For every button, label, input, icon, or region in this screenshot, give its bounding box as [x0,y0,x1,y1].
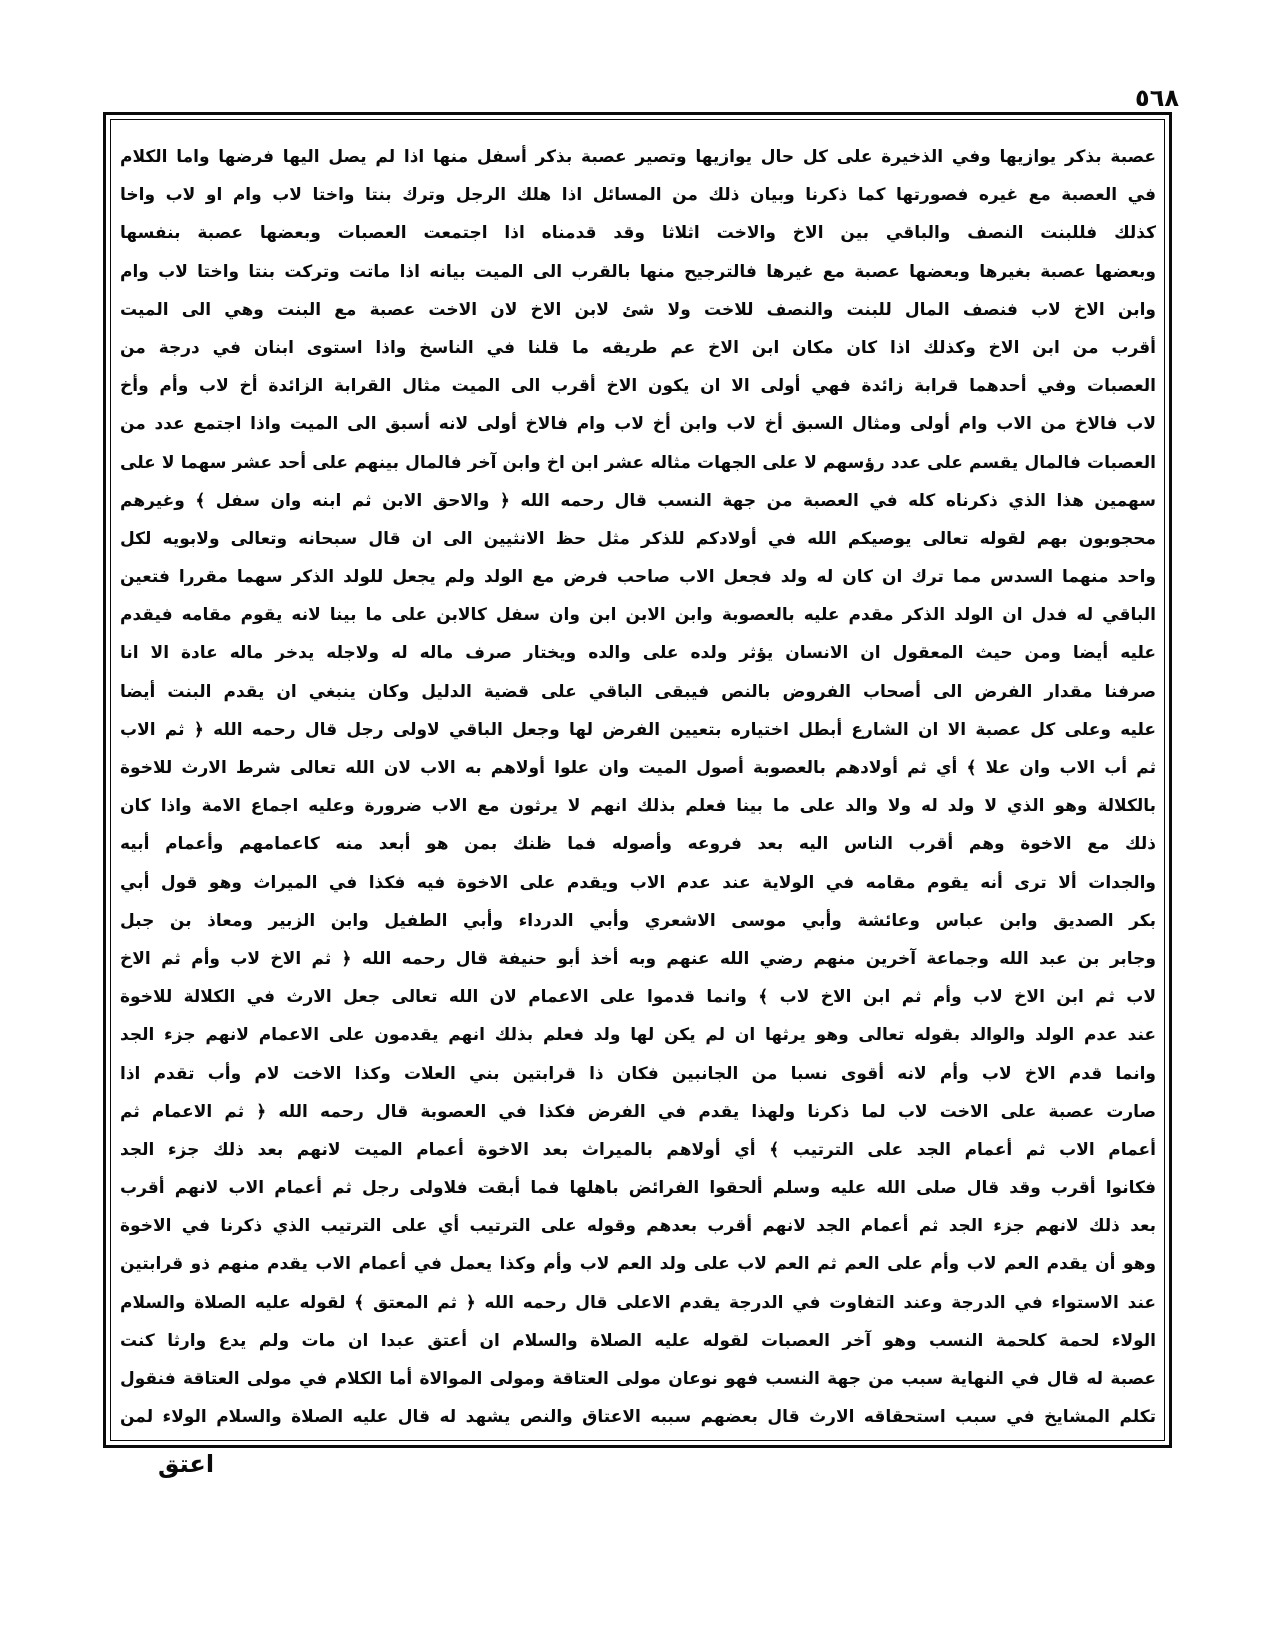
text-line: وجابر بن عبد الله وجماعة آخرين منهم رضي الله عنهم وبه أخذ أبو حنيفة قال رحمه الله ﴿ ثم الاخ لاب وأم ثم الاخ [120,948,1156,969]
text-line: عند الاستواء في الدرجة وعند التفاوت في الدرجة يقدم الاعلى قال رحمه الله ﴿ ثم المعتق ﴾ لقوله عليه الصلاة والسلام [120,1292,1156,1313]
text-line: والجدات ألا ترى أنه يقوم مقامه في الولاية عند عدم الاب ويقدم على الاخوة فيه فكذا في الميراث وهو قول أبي [120,872,1156,893]
text-line: وبعضها عصبة بغيرها وبعضها عصبة مع غيرها فالترجيح منها بالقرب الى الميت بيانه اذا ماتت وتركت بنتا واختا لاب وام [120,261,1156,282]
text-line: لاب ثم ابن الاخ لاب وأم ثم ابن الاخ لاب ﴾ وانما قدموا على الاعمام لان الله تعالى جعل الارث في الكلالة للاخوة [120,987,1156,1008]
text-line: الباقي له فدل ان الولد الذكر مقدم عليه بالعصوبة وابن الابن ابن وان سفل كالابن على ما بينا لانه يقوم مقامه فيقدم [120,605,1156,626]
text-line: بعد ذلك لانهم جزء الجد ثم أعمام الجد لانهم أقرب بعدهم وقوله على الترتيب أي على الترتيب الذي ذكرنا في الاخوة [120,1216,1156,1237]
text-line: العصبات فالمال يقسم على عدد رؤسهم لا على الجهات مثاله عشر ابن اخ وابن آخر فالمال بينهم على أحد عشر سهما لا على [120,452,1156,473]
text-line: عليه أيضا ومن حيث المعقول ان الانسان يؤثر ولده على والده ويختار صرف ماله له ولاجله يدخر ماله عادة الا انا [120,643,1156,664]
text-line: لاب فالاخ من الاب وام أولى ومثال السبق أخ لاب وابن أخ لاب وام فالاخ أولى لانه أسبق الى الميت واذا اجتمع عدد من [120,414,1156,435]
catchword: اعتق [158,1450,215,1478]
text-line: عليه وعلى كل عصبة الا ان الشارع أبطل اختياره بتعيين الفرض لها وجعل الباقي لاولى رجل قال رحمه الله ﴿ ثم الاب [120,719,1156,740]
text-line: فكانوا أقرب وقد قال صلى الله عليه وسلم ألحقوا الفرائض باهلها فما أبقت فلاولى رجل ثم أعمام الاب لانهم أقرب [120,1178,1156,1199]
text-line: بكر الصديق وابن عباس وعائشة وأبي موسى الاشعري وأبي الدرداء وأبي الطفيل وابن الزبير ومعاذ بن جبل [120,910,1156,931]
text-line: أقرب من ابن الاخ وكذلك اذا كان مكان ابن الاخ عم طريقه ما قلنا في الناسخ واذا استوى ابنان في درجة من [120,337,1156,358]
text-line: ثم أب الاب وان علا ﴾ أي ثم أولادهم بالعصوبة أصول الميت وان علوا أولاهم به الاب لان الله تعالى شرط الارث للاخوة [120,758,1156,778]
text-line: محجوبون بهم لقوله تعالى يوصيكم الله في أولادكم للذكر مثل حظ الانثيين الى ان قال سبحانه وتعالى ولابويه لكل [120,528,1156,549]
page-number: ٥٦٨ [1135,84,1179,112]
text-line: صارت عصبة على الاخت لاب لما ذكرنا ولهذا يقدم في الفرض فكذا في العصوبة قال رحمه الله ﴿ ثم الاعمام ثم [120,1101,1156,1122]
text-line: صرفنا مقدار الفرض الى أصحاب الفروض بالنص فيبقى الباقي على قضية الدليل وكان ينبغي ان يقدم البنت أيضا [120,681,1156,702]
text-line: كذلك فللبنت النصف والباقي بين الاخ والاخت اثلاثا وقد قدمناه اذا اجتمعت العصبات وبعضها عصبة بنفسها [120,223,1156,244]
text-line: وانما قدم الاخ لاب وأم لانه أقوى نسبا من الجانبين فكان ذا قرابتين بني العلات وكذا الاخت لام وأب تقدم اذا [120,1063,1156,1084]
text-line: عصبة بذكر يوازيها وفي الذخيرة على كل حال يوازيها وتصير عصبة بذكر أسفل منها اذا لم يصل اليها فرضها واما الكلام [120,147,1156,167]
text-line: عند عدم الولد والوالد بقوله تعالى وهو يرثها ان لم يكن لها ولد فعلم بذلك انهم يقدمون على الاعمام لانهم جزء الجد [120,1025,1156,1046]
text-line: وابن الاخ لاب فنصف المال للبنت والنصف للاخت ولا شئ لابن الاخ لان الاخت عصبة مع البنت وهي الى الميت [120,299,1156,320]
text-line: بالكلالة وهو الذي لا ولد له ولا والد على ما بينا فعلم بذلك انهم لا يرثون مع الاب ضرورة وعليه اجماع الامة واذا كان [120,796,1156,817]
text-line: العصبات وفي أحدهما قرابة زائدة فهي أولى الا ان يكون الاخ أقرب الى الميت مثال القرابة الزائدة أخ لاب وأم وأخ [120,376,1156,397]
text-line: أعمام الاب ثم أعمام الجد على الترتيب ﴾ أي أولاهم بالميراث بعد الاخوة أعمام الميت لانهم بعد ذلك جزء الجد [120,1139,1156,1160]
text-line: عصبة له قال في النهاية سبب من جهة النسب فهو نوعان مولى العتاقة ومولى الموالاة أما الكلام في مولى العتاقة فنقول [120,1369,1156,1389]
text-line: في العصبة مع غيره فصورتها كما ذكرنا وبيان ذلك من المسائل اذا هلك الرجل وترك بنتا واختا لاب وام او لاب واخا [120,185,1156,206]
text-line: الولاء لحمة كلحمة النسب وهو آخر العصبات لقوله عليه الصلاة والسلام ان أعتق عبدا ان مات ولم يدع وارثا كنت [120,1330,1156,1351]
text-line: ذلك مع الاخوة وهم أقرب الناس اليه بعد فروعه وأصوله فما ظنك بمن هو أبعد منه كاعمامهم وأعمام أبيه [120,834,1156,855]
text-line: تكلم المشايخ في سبب استحقاقه الارث قال بعضهم سببه الاعتاق والنص يشهد له قال عليه الصلاة والسلام الولاء لمن [120,1407,1156,1428]
text-line: واحد منهما السدس مما ترك ان كان له ولد فجعل الاب صاحب فرض مع الولد ولم يجعل للولد الذكر سهما مقررا فتعين [120,567,1156,588]
text-line: سهمين هذا الذي ذكرناه كله في العصبة من جهة النسب قال رحمه الله ﴿ والاحق الابن ثم ابنه وان سفل ﴾ وغيرهم [120,490,1156,511]
text-line: وهو أن يقدم العم لاب وأم على العم ثم العم لاب على ولد العم لاب وأم وكذا يعمل في أعمام الاب يقدم منهم ذو قرابتين [120,1254,1156,1275]
main-text-block [120,138,1156,1436]
